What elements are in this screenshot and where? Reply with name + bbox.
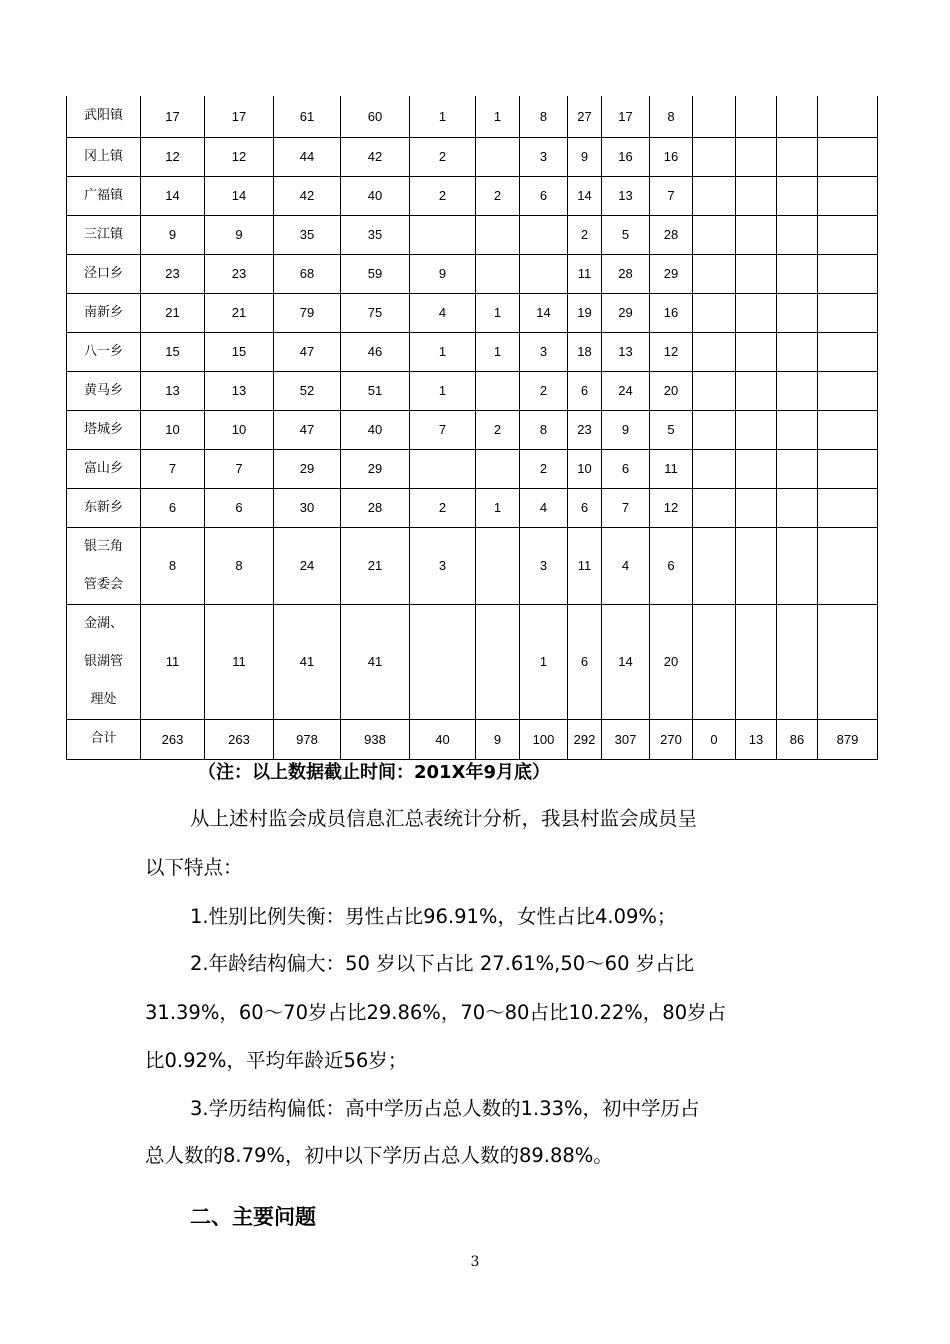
table-cell (777, 215, 818, 254)
table-cell: 938 (341, 719, 410, 759)
table-cell: 1 (410, 371, 476, 410)
row-name-line: 银湖管 (83, 653, 123, 669)
table-cell: 19 (568, 293, 602, 332)
table-cell (693, 176, 736, 215)
table-cell: 29 (274, 449, 341, 488)
table-cell (410, 449, 476, 488)
table-cell: 1 (410, 332, 476, 371)
table-cell: 21 (205, 293, 274, 332)
row-name-cell: 广福镇 (67, 176, 141, 215)
table-cell: 47 (274, 332, 341, 371)
table-cell: 12 (650, 332, 693, 371)
table-cell: 7 (602, 488, 650, 527)
data-cutoff-note: （注：以上数据截止时间：201X年9月底） (198, 762, 550, 783)
table-cell: 14 (520, 293, 568, 332)
table-cell: 61 (274, 96, 341, 137)
table-cell (520, 215, 568, 254)
row-name-line: 理处 (90, 691, 117, 707)
table-cell (736, 332, 777, 371)
table-cell (777, 527, 818, 604)
point-age-line-2: 31.39%，60～70岁占比29.86%，70～80占比10.22%，80岁占 (145, 1001, 727, 1024)
table-cell: 263 (205, 719, 274, 759)
table-cell: 270 (650, 719, 693, 759)
row-name-cell: 塔城乡 (67, 410, 141, 449)
table-cell: 46 (341, 332, 410, 371)
table-cell: 9 (568, 137, 602, 176)
table-cell: 23 (141, 254, 205, 293)
table-cell: 24 (274, 527, 341, 604)
table-row (67, 410, 878, 449)
table-cell (693, 215, 736, 254)
table-cell: 12 (141, 137, 205, 176)
table-cell (736, 176, 777, 215)
table-cell: 6 (568, 488, 602, 527)
table-cell: 35 (274, 215, 341, 254)
row-name-cell (67, 604, 141, 719)
table-cell (818, 96, 878, 137)
table-cell (818, 488, 878, 527)
table-cell: 47 (274, 410, 341, 449)
table-cell: 8 (520, 410, 568, 449)
table-cell (777, 449, 818, 488)
table-row (67, 449, 878, 488)
table-cell (410, 604, 476, 719)
table-cell (736, 96, 777, 137)
table-cell (777, 371, 818, 410)
table-row (67, 137, 878, 176)
table-cell: 13 (602, 176, 650, 215)
table-cell: 42 (341, 137, 410, 176)
row-name-cell: 冈上镇 (67, 137, 141, 176)
table-cell (476, 527, 520, 604)
table-cell (736, 254, 777, 293)
table-row (67, 215, 878, 254)
table-cell (736, 527, 777, 604)
table-cell: 1 (476, 332, 520, 371)
point-gender-ratio: 1.性别比例失衡：男性占比96.91%，女性占比4.09%； (190, 905, 677, 928)
table-cell (818, 410, 878, 449)
table-cell: 9 (205, 215, 274, 254)
table-cell (818, 371, 878, 410)
table-cell (476, 137, 520, 176)
table-cell: 75 (341, 293, 410, 332)
table-cell: 6 (602, 449, 650, 488)
table-cell: 5 (602, 215, 650, 254)
table-cell: 3 (520, 137, 568, 176)
table-cell (777, 410, 818, 449)
table-cell: 35 (341, 215, 410, 254)
table-cell: 6 (568, 604, 602, 719)
row-name-cell: 泾口乡 (67, 254, 141, 293)
table-cell: 9 (410, 254, 476, 293)
table-cell: 7 (141, 449, 205, 488)
table-cell: 9 (141, 215, 205, 254)
table-cell: 8 (650, 96, 693, 137)
table-cell: 1 (520, 604, 568, 719)
table-row (67, 332, 878, 371)
row-name-cell: 八一乡 (67, 332, 141, 371)
table-cell: 23 (205, 254, 274, 293)
table-cell (693, 488, 736, 527)
table-cell: 6 (141, 488, 205, 527)
table-cell: 15 (141, 332, 205, 371)
table-cell (777, 254, 818, 293)
table-cell: 16 (602, 137, 650, 176)
point-age-line-1: 2.年龄结构偏大：50 岁以下占比 27.61%,50～60 岁占比 (190, 952, 695, 975)
table-cell: 20 (650, 604, 693, 719)
table-cell: 29 (602, 293, 650, 332)
table-cell: 4 (410, 293, 476, 332)
table-cell: 9 (476, 719, 520, 759)
table-cell (476, 449, 520, 488)
intro-line-2: 以下特点： (145, 856, 243, 879)
table-cell: 10 (141, 410, 205, 449)
table-row (67, 176, 878, 215)
table-cell: 17 (205, 96, 274, 137)
table-cell: 18 (568, 332, 602, 371)
table-cell: 7 (650, 176, 693, 215)
table-cell: 3 (410, 527, 476, 604)
table-cell: 51 (341, 371, 410, 410)
table-cell (818, 332, 878, 371)
table-cell: 10 (568, 449, 602, 488)
table-cell: 7 (410, 410, 476, 449)
table-cell (736, 371, 777, 410)
table-cell: 16 (650, 293, 693, 332)
table-cell: 13 (205, 371, 274, 410)
intro-line-1: 从上述村监会成员信息汇总表统计分析，我县村监会成员呈 (190, 807, 698, 830)
table-cell: 12 (650, 488, 693, 527)
table-cell: 100 (520, 719, 568, 759)
table-cell: 6 (650, 527, 693, 604)
table-cell: 2 (476, 410, 520, 449)
table-cell (777, 332, 818, 371)
table-row (67, 604, 878, 719)
table-cell (818, 604, 878, 719)
table-cell: 20 (650, 371, 693, 410)
table-cell: 24 (602, 371, 650, 410)
table-cell (736, 488, 777, 527)
table-cell: 263 (141, 719, 205, 759)
table-cell (777, 604, 818, 719)
table-cell: 3 (520, 527, 568, 604)
table-cell: 10 (205, 410, 274, 449)
table-row (67, 254, 878, 293)
row-name-cell: 武阳镇 (67, 96, 141, 137)
table-cell: 2 (410, 137, 476, 176)
table-row (67, 488, 878, 527)
row-name-cell: 东新乡 (67, 488, 141, 527)
table-cell (777, 137, 818, 176)
table-cell: 11 (650, 449, 693, 488)
table-cell (476, 371, 520, 410)
table-cell (818, 137, 878, 176)
table-cell (693, 449, 736, 488)
table-cell: 59 (341, 254, 410, 293)
table-cell (693, 137, 736, 176)
table-cell: 1 (476, 488, 520, 527)
member-summary-table (66, 96, 878, 760)
table-cell (693, 604, 736, 719)
table-cell: 14 (205, 176, 274, 215)
table-cell: 2 (410, 488, 476, 527)
table-cell: 42 (274, 176, 341, 215)
table-cell: 29 (650, 254, 693, 293)
row-name-line: 银三角 (83, 538, 123, 554)
table-cell: 7 (205, 449, 274, 488)
table-cell (520, 254, 568, 293)
table-cell: 41 (274, 604, 341, 719)
table-cell: 2 (520, 371, 568, 410)
table-cell: 17 (602, 96, 650, 137)
row-name-cell: 富山乡 (67, 449, 141, 488)
table-cell: 14 (568, 176, 602, 215)
table-cell: 879 (818, 719, 878, 759)
table-cell (818, 293, 878, 332)
table-cell (693, 371, 736, 410)
table-row (67, 96, 878, 137)
table-cell: 15 (205, 332, 274, 371)
table-cell: 28 (650, 215, 693, 254)
table-cell (777, 488, 818, 527)
row-name-cell: 合计 (67, 719, 141, 759)
table-cell: 14 (141, 176, 205, 215)
table-cell (693, 293, 736, 332)
table-cell: 8 (141, 527, 205, 604)
table-cell: 0 (693, 719, 736, 759)
table-cell: 17 (141, 96, 205, 137)
table-cell: 11 (568, 527, 602, 604)
table-row (67, 719, 878, 759)
table-cell (693, 410, 736, 449)
point-age-line-3: 比0.92%，平均年龄近56岁； (145, 1049, 408, 1072)
table-cell: 28 (341, 488, 410, 527)
row-name-line: 金湖、 (83, 615, 123, 631)
table-cell (777, 176, 818, 215)
table-cell: 30 (274, 488, 341, 527)
table-cell (736, 215, 777, 254)
table-cell: 9 (602, 410, 650, 449)
table-cell: 292 (568, 719, 602, 759)
table-cell: 21 (341, 527, 410, 604)
section-heading: 二、主要问题 (190, 1205, 316, 1229)
point-education-line-2: 总人数的8.79%，初中以下学历占总人数的89.88%。 (145, 1144, 613, 1167)
table-cell: 1 (410, 96, 476, 137)
table-cell (777, 96, 818, 137)
table-body (67, 96, 878, 759)
table-cell: 16 (650, 137, 693, 176)
table-cell (410, 215, 476, 254)
table-cell (693, 527, 736, 604)
table-cell: 2 (568, 215, 602, 254)
table-cell: 21 (141, 293, 205, 332)
table-cell: 60 (341, 96, 410, 137)
table-cell: 11 (141, 604, 205, 719)
row-name-cell: 南新乡 (67, 293, 141, 332)
table-cell: 40 (341, 410, 410, 449)
table-cell: 2 (410, 176, 476, 215)
table-cell: 41 (341, 604, 410, 719)
table-cell: 1 (476, 96, 520, 137)
row-name-cell (67, 527, 141, 604)
table-row (67, 293, 878, 332)
table-cell (818, 176, 878, 215)
table-cell: 6 (520, 176, 568, 215)
table-cell (736, 137, 777, 176)
table-cell (476, 215, 520, 254)
table-cell: 4 (602, 527, 650, 604)
table-cell: 3 (520, 332, 568, 371)
table-row (67, 371, 878, 410)
table-cell: 27 (568, 96, 602, 137)
table-cell (693, 96, 736, 137)
table-cell: 5 (650, 410, 693, 449)
table-cell: 14 (602, 604, 650, 719)
table-cell: 44 (274, 137, 341, 176)
table-cell (818, 254, 878, 293)
row-name-line: 管委会 (83, 576, 123, 592)
table-cell: 40 (410, 719, 476, 759)
table-cell: 11 (568, 254, 602, 293)
table-cell: 8 (520, 96, 568, 137)
table-cell: 23 (568, 410, 602, 449)
table-cell: 978 (274, 719, 341, 759)
table-cell: 8 (205, 527, 274, 604)
table-cell: 28 (602, 254, 650, 293)
table-cell: 13 (602, 332, 650, 371)
row-name-cell: 黄马乡 (67, 371, 141, 410)
table-cell: 86 (777, 719, 818, 759)
table-cell: 2 (520, 449, 568, 488)
table-cell: 11 (205, 604, 274, 719)
table-cell (476, 604, 520, 719)
table-cell: 6 (568, 371, 602, 410)
table-cell: 13 (141, 371, 205, 410)
table-cell (736, 410, 777, 449)
table-cell: 68 (274, 254, 341, 293)
table-cell: 1 (476, 293, 520, 332)
table-cell (818, 527, 878, 604)
table-cell: 40 (341, 176, 410, 215)
table-cell: 13 (736, 719, 777, 759)
table-cell: 12 (205, 137, 274, 176)
table-cell (777, 293, 818, 332)
table-cell: 52 (274, 371, 341, 410)
table-cell (693, 332, 736, 371)
point-education-line-1: 3.学历结构偏低：高中学历占总人数的1.33%，初中学历占 (190, 1097, 700, 1120)
row-name-cell: 三江镇 (67, 215, 141, 254)
page-number: 3 (470, 1254, 480, 1270)
table-cell (818, 449, 878, 488)
table-cell: 29 (341, 449, 410, 488)
table-cell: 4 (520, 488, 568, 527)
table-cell (736, 449, 777, 488)
table-cell (736, 604, 777, 719)
table-cell: 2 (476, 176, 520, 215)
table-cell (736, 293, 777, 332)
table-row (67, 527, 878, 604)
table-cell (693, 254, 736, 293)
table-cell (818, 215, 878, 254)
table-cell (476, 254, 520, 293)
table-cell: 307 (602, 719, 650, 759)
table-cell: 6 (205, 488, 274, 527)
table-cell: 79 (274, 293, 341, 332)
